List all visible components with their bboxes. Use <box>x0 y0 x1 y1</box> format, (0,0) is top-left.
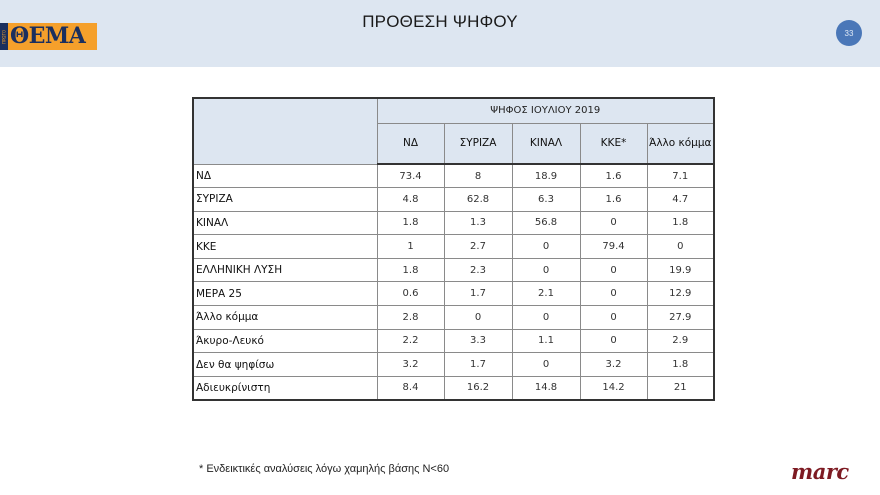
column-header: ΚΙΝΑΛ <box>512 123 580 164</box>
row-label: ΣΥΡΙΖΑ <box>193 188 377 212</box>
table-cell: 0 <box>512 306 580 330</box>
table-cell: 2.8 <box>377 306 444 330</box>
table-row <box>193 164 714 188</box>
table-cell: 1.6 <box>580 188 647 212</box>
group-header: ΨΗΦΟΣ ΙΟΥΛΙΟΥ 2019 <box>377 98 714 123</box>
table-cell: 16.2 <box>444 376 512 400</box>
vote-transfer-table <box>192 97 715 401</box>
table-cell: 2.9 <box>647 329 714 353</box>
table-cell: 2.2 <box>377 329 444 353</box>
table-row <box>193 211 714 235</box>
table-cell: 0 <box>444 306 512 330</box>
table-cell: 4.7 <box>647 188 714 212</box>
table-row <box>193 329 714 353</box>
table-cell: 6.3 <box>512 188 580 212</box>
table-cell: 1.8 <box>377 258 444 282</box>
row-label: Άλλο κόμμα <box>193 306 377 330</box>
page-title: ΠΡΟΘΕΣΗ ΨΗΦΟΥ <box>362 12 518 31</box>
column-header: ΝΔ <box>377 123 444 164</box>
table-cell: 0 <box>580 258 647 282</box>
table-cell: 62.8 <box>444 188 512 212</box>
column-header: Άλλο κόμμα <box>647 123 714 164</box>
table-cell: 8.4 <box>377 376 444 400</box>
table-cell: 1.7 <box>444 353 512 377</box>
table-cell: 2.7 <box>444 235 512 259</box>
table-cell: 3.2 <box>580 353 647 377</box>
row-label: Άκυρο-Λευκό <box>193 329 377 353</box>
table-cell: 1.8 <box>647 211 714 235</box>
table-cell: 1.3 <box>444 211 512 235</box>
table-cell: 73.4 <box>377 164 444 188</box>
table-corner-cell <box>193 98 377 164</box>
table-cell: 0 <box>580 306 647 330</box>
table-row <box>193 235 714 259</box>
table-cell: 2.1 <box>512 282 580 306</box>
column-header: ΚΚΕ* <box>580 123 647 164</box>
logo-brand-text: ΘΕΜΑ <box>10 23 86 49</box>
table-cell: 0 <box>512 258 580 282</box>
table-cell: 1.8 <box>377 211 444 235</box>
row-label: ΝΔ <box>193 164 377 188</box>
table-cell: 2.3 <box>444 258 512 282</box>
table-cell: 27.9 <box>647 306 714 330</box>
table-row <box>193 306 714 330</box>
table-cell: 18.9 <box>512 164 580 188</box>
table-cell: 0 <box>580 211 647 235</box>
logo-small-text: ΠΡΩΤΟ <box>0 23 8 50</box>
table-row <box>193 188 714 212</box>
marc-logo: marc <box>791 459 849 484</box>
row-label: ΚΙΝΑΛ <box>193 211 377 235</box>
row-label: Δεν θα ψηφίσω <box>193 353 377 377</box>
table-cell: 0 <box>512 235 580 259</box>
table-row <box>193 376 714 400</box>
table-cell: 4.8 <box>377 188 444 212</box>
table-cell: 19.9 <box>647 258 714 282</box>
table-cell: 1 <box>377 235 444 259</box>
table-cell: 3.2 <box>377 353 444 377</box>
table-cell: 14.8 <box>512 376 580 400</box>
table-cell: 21 <box>647 376 714 400</box>
table-cell: 0.6 <box>377 282 444 306</box>
table-cell: 0 <box>512 353 580 377</box>
page-number-badge: 33 <box>836 20 862 46</box>
table-row <box>193 353 714 377</box>
table-cell: 0 <box>580 282 647 306</box>
table-cell: 56.8 <box>512 211 580 235</box>
row-label: Αδιευκρίνιστη <box>193 376 377 400</box>
header-band <box>0 0 880 67</box>
table-cell: 8 <box>444 164 512 188</box>
table-cell: 79.4 <box>580 235 647 259</box>
table-cell: 3.3 <box>444 329 512 353</box>
table-cell: 1.8 <box>647 353 714 377</box>
table-cell: 1.7 <box>444 282 512 306</box>
footnote: * Ενδεικτικές αναλύσεις λόγω χαμηλής βάσης Ν<60 <box>199 463 450 475</box>
table-cell: 1.1 <box>512 329 580 353</box>
table-cell: 0 <box>647 235 714 259</box>
row-label: ΕΛΛΗΝΙΚΗ ΛΥΣΗ <box>193 258 377 282</box>
table-cell: 12.9 <box>647 282 714 306</box>
table-row <box>193 258 714 282</box>
row-label: ΚΚΕ <box>193 235 377 259</box>
table-cell: 7.1 <box>647 164 714 188</box>
table-cell: 0 <box>580 329 647 353</box>
column-header: ΣΥΡΙΖΑ <box>444 123 512 164</box>
table-row <box>193 282 714 306</box>
row-label: ΜΕΡΑ 25 <box>193 282 377 306</box>
table-cell: 1.6 <box>580 164 647 188</box>
table-cell: 14.2 <box>580 376 647 400</box>
